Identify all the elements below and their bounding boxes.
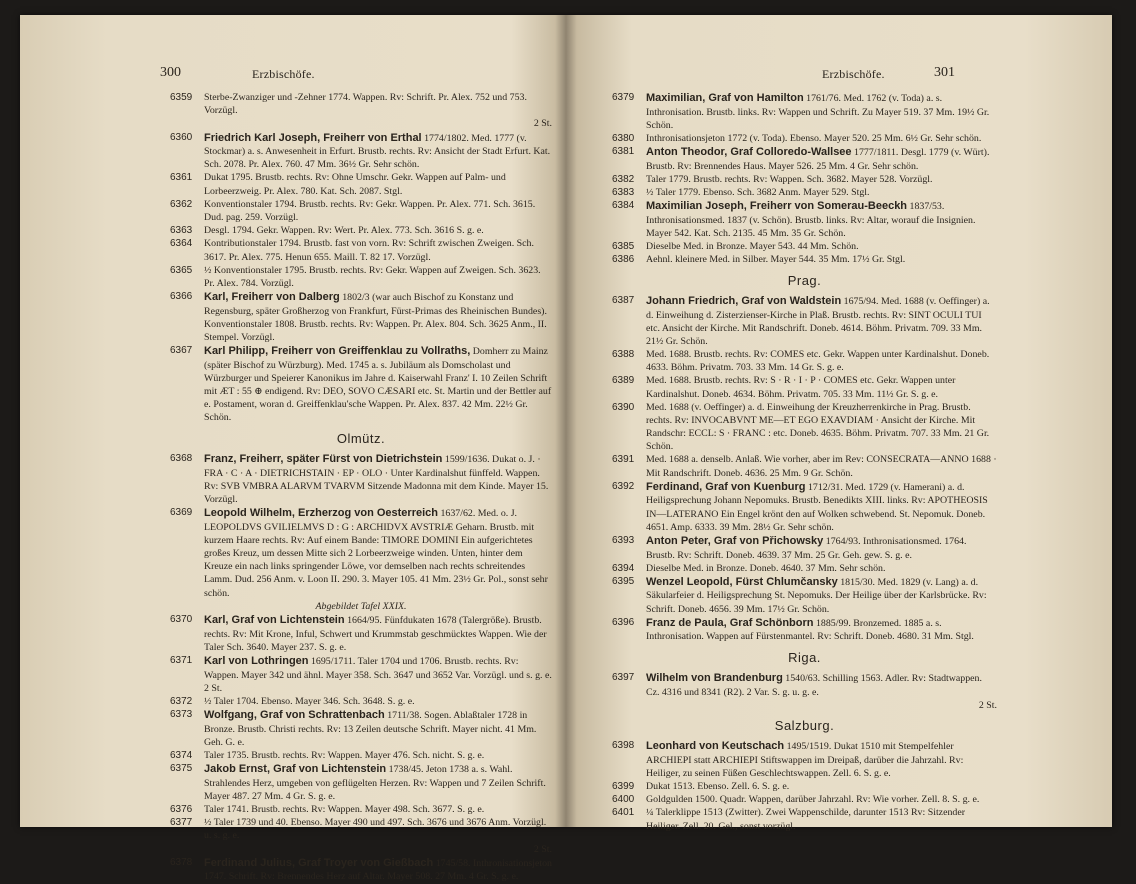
catalog-entry — [612, 575, 997, 616]
entry-description: 1695/1711. Taler 1704 und 1706. Brustb. rechts. Rv: Wappen. Mayer 342 und ähnl. Mayer 358. Sch. 3647 und 3652 Var. Vorzügl. und s. g. e. 2 St. — [204, 655, 552, 694]
catalog-entry — [612, 739, 997, 780]
entry-description: 1885/99. Bronzemed. 1885 a. s. Inthronisation. Wappen auf Fürstenmantel. Rv: Schrift. Doneb. 4680. 31 Mm. Stgl. — [646, 617, 974, 643]
entry-heading: Leonhard von Keutschach — [646, 740, 785, 753]
piece-count: 2 St. — [533, 843, 552, 855]
lot-number: 6393 — [612, 534, 635, 546]
entry-heading: Wenzel Leopold, Fürst Chlumčansky — [646, 575, 838, 588]
lot-number: 6361 — [170, 172, 193, 184]
entry-description: 1637/62. Med. o. J. LEOPOLDVS GVILIELMVS D : G : ARCHIDVX AVSTRIÆ Geharn. Brustb. mit kurzem Haare rechts. Rv: Auf einem Bande: TIMORE DOMINI Ein aufgerichtetes großes Kreuz, um dessen Mitte sich 2 Lorbeerzweige winden. Unten, hinter dem Kreuze ein nach links springender Löwe, vor demselben nach rechts schreitendes Lamm. Dud. 256 Anm. v. Loon II. 290. 3. Mayer 105. 41 Mm. 23½ Gr. Pol., sonst sehr schön. — [204, 508, 548, 599]
entry-description: Dukat 1795. Brustb. rechts. Rv: Ohne Umschr. Gekr. Wappen auf Palm- und Lorbeerzweig. Pr. Alex. 780. Kat. Sch. 2087. Stgl. — [204, 172, 506, 197]
entry-description: Dieselbe Med. in Bronze. Mayer 543. 44 Mm. Schön. — [646, 241, 859, 253]
entry-description: Med. 1688. Brustb. rechts. Rv: S · R · I · P · COMES etc. Gekr. Wappen unter Kardinalshut. Doneb. 4634. Böhm. Privatm. 705. 33 Mm. 11½ Gr. S. g. e. — [646, 375, 956, 400]
entry-description: 1712/31. Med. 1729 (v. Hamerani) a. d. Heiligsprechung Johann Nepomuks. Brustb. Benedikts XIII. links. Rv: APOTHEOSIS IN—LATERANO Ein Engel krönt den auf Wolken schwebend. St. Nepomuk. Doneb. 4651. Amp. 6333. 39 Mm. 28½ Gr. Sehr schön. — [646, 481, 988, 533]
lot-number: 6371 — [170, 654, 193, 666]
catalog-entry — [612, 132, 997, 145]
catalog-entry — [170, 198, 552, 224]
catalog-entry — [170, 695, 552, 708]
lot-number: 6376 — [170, 804, 193, 816]
lot-number: 6366 — [170, 291, 193, 303]
section-heading: Salzburg. — [774, 717, 835, 733]
entry-description: 1745/58. Inthronisationsjeton 1747. Schrift. Rv: Brennendes Herz auf Altar. Mayer 508. 27 Mm. 4 Gr. S. g. e. — [204, 857, 552, 883]
lot-number: 6362 — [170, 198, 193, 210]
entry-description: 1837/53. Inthronisationsmed. 1837 (v. Schön). Brustb. links. Rv: Altar, worauf die Insignien. Mayer 542. Kat. Sch. 2135. 45 Mm. 35 Gr. Schön. — [646, 201, 976, 240]
catalog-entry — [170, 654, 552, 695]
catalog-entry — [612, 793, 997, 806]
lot-number: 6372 — [170, 695, 193, 707]
entry-description: 1675/94. Med. 1688 (v. Oeffinger) a. d. Einweihung d. Zisterzienser-Kirche in Plaß. Brustb. rechts. Rv: SINT OCULI TUI etc. Ansicht der Kirche. Mit Randschrift. Doneb. 4614. Böhm. Privatm. 709. 33 Mm. 21½ Gr. Schön. — [646, 295, 990, 347]
catalog-entry — [612, 780, 997, 793]
entry-description: Dieselbe Med. in Bronze. Doneb. 4640. 37 Mm. Sehr schön. — [646, 562, 886, 574]
catalog-entry — [612, 401, 997, 454]
lot-number: 6398 — [612, 740, 635, 752]
page-number: 300 — [160, 65, 181, 80]
catalog-entry — [612, 806, 997, 832]
catalog-entry — [170, 344, 552, 424]
lot-number: 6390 — [612, 401, 635, 413]
entry-description: Domherr zu Mainz (später Bischof zu Würzburg). Med. 1745 a. s. Jubiläum als Domscholast und Würzburger und Speierer Kanonikus im Jahre d. Kaiserwahl Franz' I. 10 Zeilen Schrift mit ÆT : 55 ⊕ endigend. Rv: DEO, SOVO CÆSARI etc. St. Martin und der Bettler auf e. Postament, woran d. Greiffenklau'sche Wappen. Pr. Alex. 837. 42 Mm. 22½ Gr. Schön. — [204, 346, 552, 424]
entry-description: 1802/3 (war auch Bischof zu Konstanz und Regensburg, später Großherzog von Frankfurt, Fürst-Primas des Rheinischen Bundes). Konventionstaler 1808. Brustb. rechts. Rv: Wappen. Pr. Alex. 804. Sch. 3625 Anm., II. Stempel. Vorzügl. — [204, 292, 547, 343]
entry-description: 1711/38. Sogen. Ablaßtaler 1728 in Bronze. Brustb. Christi rechts. Rv: 13 Zeilen deutsche Schrift. Mayer nicht. 41 Mm. Geh. G. e. — [204, 710, 537, 748]
lot-number: 6389 — [612, 375, 635, 387]
entry-heading: Ferdinand, Graf von Kuenburg — [646, 480, 806, 493]
lot-number: 6383 — [612, 187, 635, 199]
catalog-entry — [612, 253, 997, 266]
catalog-entry — [170, 506, 552, 600]
entry-heading: Anton Peter, Graf von Přichowsky — [646, 534, 824, 547]
running-head: Erzbischöfe. — [252, 67, 315, 81]
lot-number: 6375 — [170, 763, 193, 775]
catalog-entry — [170, 91, 552, 131]
catalog-entry — [612, 199, 997, 240]
catalog-entry — [612, 453, 997, 479]
section-heading: Prag. — [787, 272, 822, 288]
lot-number: 6385 — [612, 241, 635, 253]
catalog-entry — [612, 480, 997, 534]
entry-description: ½ Taler 1739 und 40. Ebenso. Mayer 490 und 497. Sch. 3676 und 3676 Anm. Vorzügl. u. s. g. e. — [204, 817, 547, 842]
lot-number: 6401 — [612, 807, 635, 819]
lot-number: 6374 — [170, 749, 193, 761]
entry-description: ½ Taler 1704. Ebenso. Mayer 346. Sch. 3648. S. g. e. — [204, 695, 415, 707]
right-page — [566, 15, 1112, 832]
catalog-entry — [612, 348, 997, 374]
entry-heading: Maximilian Joseph, Freiherr von Somerau-Beeckh — [646, 200, 908, 213]
lot-number: 6370 — [170, 613, 193, 625]
section-heading: Riga. — [788, 649, 821, 665]
entry-description: Taler 1779. Brustb. rechts. Rv: Wappen. Sch. 3682. Mayer 528. Vorzügl. — [646, 173, 933, 185]
entry-heading: Karl Philipp, Freiherr von Greiffenklau zu Vollraths, — [204, 345, 471, 358]
catalog-entry — [170, 171, 552, 197]
lot-number: 6396 — [612, 616, 635, 628]
catalog-entry — [170, 613, 552, 654]
entry-description: ½ Taler 1779. Ebenso. Sch. 3682 Anm. Mayer 529. Stgl. — [646, 187, 870, 199]
catalog-entry — [612, 91, 997, 132]
page-number: 301 — [934, 65, 955, 80]
lot-number: 6363 — [170, 225, 193, 237]
entry-heading: Jakob Ernst, Graf von Lichtenstein — [204, 763, 387, 776]
entry-description: 1664/95. Fünfdukaten 1678 (Talergröße). Brustb. rechts. Rv: Mit Krone, Inful, Schwert und Krummstab geschmücktes Wappen. Wie der Taler Sch. 3640. Mayer 237. S. g. e. — [204, 614, 547, 653]
lot-number: 6360 — [170, 131, 193, 143]
entry-description: Med. 1688 a. denselb. Anlaß. Wie vorher, aber im Rev: CONSECRATA—ANNO 1688 · Mit Randschrift. Doneb. 4636. 25 Mm. 9 Gr. Schön. — [646, 454, 997, 479]
entry-heading: Leopold Wilhelm, Erzherzog von Oesterreich — [204, 507, 438, 520]
catalog-entry — [612, 616, 997, 644]
catalog-entry — [170, 264, 552, 290]
entry-description: Aehnl. kleinere Med. in Silber. Mayer 544. 35 Mm. 17½ Gr. Stgl. — [646, 254, 906, 266]
lot-number: 6369 — [170, 507, 193, 519]
catalog-entry — [170, 762, 552, 803]
lot-number: 6368 — [170, 452, 193, 464]
piece-count: 2 St. — [533, 118, 552, 130]
entry-description: Dukat 1513. Ebenso. Zell. 6. S. g. e. — [646, 781, 790, 793]
catalog-entry — [612, 173, 997, 186]
entry-description: Desgl. 1794. Gekr. Wappen. Rv: Wert. Pr. Alex. 773. Sch. 3616 S. g. e. — [204, 225, 484, 237]
lot-number: 6364 — [170, 238, 193, 250]
entry-description: Med. 1688. Brustb. rechts. Rv: COMES etc. Gekr. Wappen unter Kardinalshut. Doneb. 4633. Böhm. Privatm. 703. 33 Mm. 14 Gr. S. g. e. — [646, 349, 990, 374]
lot-number: 6387 — [612, 294, 635, 306]
catalog-entry — [170, 749, 552, 762]
lot-number: 6373 — [170, 709, 193, 721]
entry-description: Med. 1688 (v. Oeffinger) a. d. Einweihung der Kreuzherrenkirche in Prag. Brustb. rechts. Rv: INVOCABVNT ME—ET EGO EXAVDIAM · Ansicht der Kirche. Mit Randschr: ECCL: S · FRANC : etc. Doneb. 4635. Böhm. Privatm. 707. 33 Mm. 21 Gr. Schön. — [646, 401, 990, 453]
catalog-entry — [170, 237, 552, 263]
lot-number: 6395 — [612, 575, 635, 587]
book-spread — [20, 15, 1112, 883]
catalog-entry — [170, 131, 552, 172]
right-column — [612, 91, 997, 833]
catalog-entry — [612, 240, 997, 253]
catalog-entry — [170, 290, 552, 344]
entry-description: 1540/63. Schilling 1563. Adler. Rv: Stadtwappen. Cz. 4316 und 8341 (R2). 2 Var. S. g. u. g. e. — [646, 672, 982, 698]
entry-description: 1774/1802. Med. 1777 (v. Stockmar) a. s. Anwesenheit in Erfurt. Brustb. rechts. Rv: Ansicht der Stadt Erfurt. Kat. Sch. 2078. Pr. Alex. 760. 47 Mm. 36½ Gr. Sehr schön. — [204, 132, 551, 171]
lot-number: 6386 — [612, 254, 635, 266]
lot-number: 6381 — [612, 146, 635, 158]
piece-count: 2 St. — [978, 699, 997, 711]
catalog-entry — [612, 562, 997, 575]
entry-heading: Johann Friedrich, Graf von Waldstein — [646, 294, 842, 307]
lot-number: 6365 — [170, 264, 193, 276]
entry-description: 1777/1811. Desgl. 1779 (v. Würt). Brustb. Rv: Brennendes Haus. Mayer 526. 25 Mm. 4 Gr. Sehr schön. — [646, 147, 990, 172]
catalog-entry — [612, 374, 997, 400]
entry-heading: Friedrich Karl Joseph, Freiherr von Erthal — [204, 131, 422, 144]
entry-description: 1761/76. Med. 1762 (v. Toda) a. s. Inthronisation. Brustb. links. Rv: Wappen und Schrift. Zu Mayer 519. 37 Mm. 19½ Gr. Schön. — [646, 93, 990, 131]
entry-description: Inthronisationsjeton 1772 (v. Toda). Ebenso. Mayer 520. 25 Mm. 6½ Gr. Sehr schön. — [646, 132, 982, 144]
catalog-entry — [170, 452, 552, 506]
lot-number: 6382 — [612, 173, 635, 185]
catalog-entry — [612, 294, 997, 348]
lot-number: 6384 — [612, 200, 635, 212]
entry-description: Sterbe-Zwanziger und -Zehner 1774. Wappen. Rv: Schrift. Pr. Alex. 752 und 753. Vorzügl. — [204, 92, 527, 117]
lot-number: 6359 — [170, 92, 193, 103]
catalog-entry — [612, 534, 997, 562]
catalog-entry — [170, 816, 552, 856]
catalog-entry — [170, 856, 552, 884]
catalog-entry — [170, 708, 552, 749]
entry-description: 1495/1519. Dukat 1510 mit Stempelfehler ARCHIEPI statt ARCHIEPI Stiftswappen im Dreipaß, darüber die Jahrzahl. Rv: Heiliger, zu seinen Füßen Geschlechtswappen. Zell. 6. S. g. e. — [646, 741, 964, 779]
catalog-entry — [612, 671, 997, 712]
catalog-entry — [170, 803, 552, 816]
lot-number: 6391 — [612, 454, 635, 466]
catalog-entry — [612, 186, 997, 199]
left-column — [170, 91, 552, 884]
lot-number: 6388 — [612, 349, 635, 361]
entry-heading: Anton Theodor, Graf Colloredo-Wallsee — [646, 146, 852, 159]
left-page — [20, 15, 566, 883]
lot-number: 6399 — [612, 781, 635, 793]
section-heading: Olmütz. — [336, 430, 386, 446]
entry-description: 1738/45. Jeton 1738 a. s. Wahl. Strahlendes Herz, umgeben von geflügelten Herzen. Rv: Wappen und 7 Zeilen Schrift. Mayer 487. 27 Mm. 4 Gr. S. g. e. — [204, 764, 546, 802]
catalog-entry — [612, 145, 997, 173]
lot-number: 6394 — [612, 562, 635, 574]
entry-description: 1599/1636. Dukat o. J. · FRA · C · A · DIETRICHSTAIN · EP · OLO · Unter Kardinalshut fünffeld. Wappen. Rv: SVB VMBRA ALARVM TVARVM Sitzende Madonna mit dem Kinde. Mayer 15. Vorzügl. — [204, 453, 549, 505]
entry-description: ¼ Talerklippe 1513 (Zwitter). Zwei Wappenschilde, darunter 1513 Rv: Sitzender Heiliger. Zell. 20. Gel., sonst vorzügl. — [646, 807, 965, 832]
entry-description: 1815/30. Med. 1829 (v. Lang) a. d. Säkularfeier d. Heiligsprechung St. Nepomuks. Der Heilige über der Karlsbrücke. Rv: Schrift. Doneb. 4656. 39 Mm. 17½ Gr. Schön. — [646, 576, 987, 615]
catalog-entry — [170, 224, 552, 237]
entry-heading: Karl von Lothringen — [204, 654, 309, 667]
lot-number: 6400 — [612, 794, 635, 806]
entry-description: Taler 1735. Brustb. rechts. Rv: Wappen. Mayer 476. Sch. nicht. S. g. e. — [204, 749, 485, 761]
entry-heading: Wolfgang, Graf von Schrattenbach — [204, 709, 385, 722]
lot-number: 6379 — [612, 92, 635, 103]
entry-heading: Ferdinand Julius, Graf Troyer von Gießbach — [204, 856, 434, 869]
entry-description: 1764/93. Inthronisationsmed. 1764. Brustb. Rv: Schrift. Doneb. 4639. 37 Mm. 25 Gr. Geh. gew. S. g. e. — [646, 535, 967, 561]
plate-reference: Abgebildet Tafel XXIX. — [315, 600, 407, 612]
lot-number: 6378 — [170, 856, 193, 868]
entry-description: ½ Konventionstaler 1795. Brustb. rechts. Rv: Gekr. Wappen auf Zweigen. Sch. 3623. Pr. Alex. 784. Vorzügl. — [204, 264, 541, 289]
entry-heading: Karl, Freiherr von Dalberg — [204, 291, 340, 304]
entry-description: Konventionstaler 1794. Brustb. rechts. Rv: Gekr. Wappen. Pr. Alex. 771. Sch. 3615. Dud. pag. 259. Vorzügl. — [204, 198, 536, 223]
entry-heading: Franz, Freiherr, später Fürst von Dietrichstein — [204, 452, 443, 465]
lot-number: 6367 — [170, 345, 193, 357]
lot-number: 6397 — [612, 671, 635, 683]
lot-number: 6380 — [612, 132, 635, 144]
entry-heading: Maximilian, Graf von Hamilton — [646, 92, 804, 104]
entry-description: Goldgulden 1500. Quadr. Wappen, darüber Jahrzahl. Rv: Wie vorher. Zell. 8. S. g. e. — [646, 794, 980, 806]
running-head: Erzbischöfe. — [822, 67, 885, 81]
entry-heading: Franz de Paula, Graf Schönborn — [646, 616, 814, 629]
entry-description: Taler 1741. Brustb. rechts. Rv: Wappen. Mayer 498. Sch. 3677. S. g. e. — [204, 804, 485, 816]
entry-description: Kontributionstaler 1794. Brustb. fast von vorn. Rv: Schrift zwischen Zweigen. Sch. 3617. Pr. Alex. 775. Henun 655. Maill. T. 82 17. Vorzügl. — [204, 238, 534, 263]
lot-number: 6392 — [612, 480, 635, 492]
lot-number: 6377 — [170, 817, 193, 829]
entry-heading: Karl, Graf von Lichtenstein — [204, 613, 345, 626]
entry-heading: Wilhelm von Brandenburg — [646, 671, 783, 684]
